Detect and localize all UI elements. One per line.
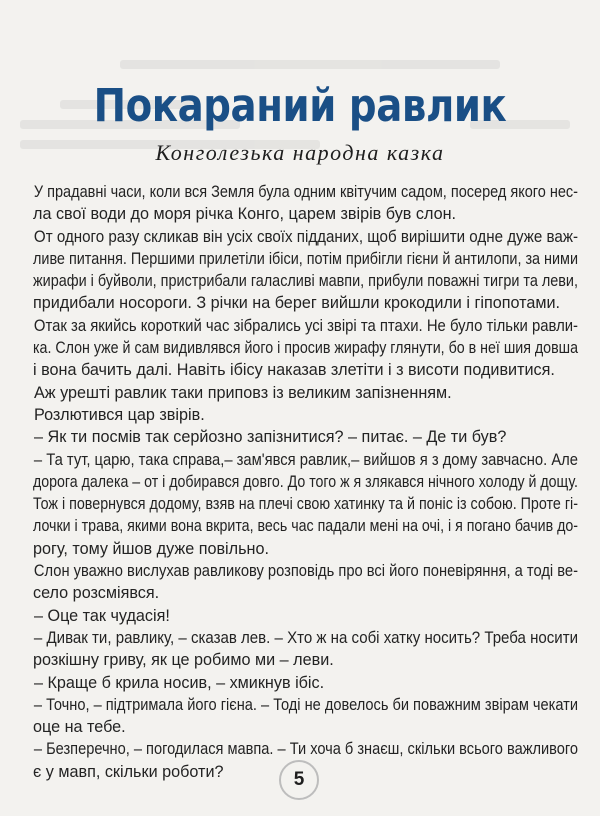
body-line: лочки і трава, якими вона вкрита, весь час падали мені на очі, і я погано бачив до- <box>33 517 578 536</box>
body-line: оце на тебе. <box>33 718 126 737</box>
body-line: придибали носороги. З річки на берег вийшли крокодили і гіпопотами. <box>33 294 561 313</box>
body-line: дорога далека – от і добирався довго. До того ж я злякався нічного холоду й дощу. <box>33 472 578 491</box>
body-line: Розлютився цар звірів. <box>34 405 205 424</box>
body-line: – Точно, – підтримала його гієна. – Тоді не довелось би поважним звірам чекати <box>33 695 579 714</box>
body-line: Слон уважно вислухав равликову розповідь про всі його поневіряння, а тоді ве- <box>33 562 578 581</box>
page-number: 5 <box>279 760 319 800</box>
body-line: село розсміявся. <box>33 584 160 603</box>
body-line: Отак за якийсь короткий час зібрались усі звірі та птахи. Не було тільки равли- <box>33 316 578 335</box>
body-line: жирафи і буйволи, пристрибали галасливі мавпи, прибули поважні тигри та леви, <box>33 272 578 291</box>
body-line: – Оце так чудасія! <box>34 606 170 625</box>
story-body <box>33 181 578 783</box>
body-line: – Краще б крила носив, – хмикнув ібіс. <box>34 673 325 692</box>
bleed-bar <box>120 60 500 69</box>
body-line: рогу, тому йшов дуже повільно. <box>33 539 269 558</box>
body-line: є у мавп, скільки роботи? <box>33 762 224 781</box>
body-line: От одного разу скликав він усіх своїх підданих, щоб вирішити одне дуже важ- <box>33 227 579 246</box>
body-line: – Як ти посмів так серйозно запізнитися? – питає. – Де ти був? <box>34 428 507 447</box>
body-line: У прадавні часи, коли вся Земля була одним квітучим садом, посеред якого нес- <box>33 183 579 201</box>
body-line: ливе питання. Першими прилетіли ібіси, потім прибігли гієни й антилопи, за ними <box>33 249 578 268</box>
body-line: ка. Слон уже й сам видивлявся його і просив жирафу глянути, бо в неї шия довша <box>33 339 578 358</box>
body-line: ла свої води до моря річка Конго, царем звірів був слон. <box>33 205 457 224</box>
story-title: Покараний равлик <box>93 79 507 133</box>
body-line: – Та тут, царю, така справа,– зам'явся равлик,– вийшов я з дому завчасно. Але <box>33 450 578 469</box>
body-line: Тож і повернувся додому, взяв на плечі свою хатинку та й поніс із собою. Проте гі- <box>33 495 578 514</box>
body-line: – Безперечно, – погодилася мавпа. – Ти хоча б знаєш, скільки всього важливого <box>33 740 578 759</box>
body-line: і вона бачить далі. Навіть ібісу наказав злетіти і з висоти подивитися. <box>33 361 555 380</box>
body-line: розкішну гриву, як це робимо ми – леви. <box>33 651 334 670</box>
body-line: – Дивак ти, равлику, – сказав лев. – Хто ж на собі хатку носить? Треба носити <box>33 628 578 647</box>
story-subtitle: Конголезька народна казка <box>155 140 445 165</box>
body-line: Аж урешті равлик таки приповз із великим запізненням. <box>34 383 452 402</box>
